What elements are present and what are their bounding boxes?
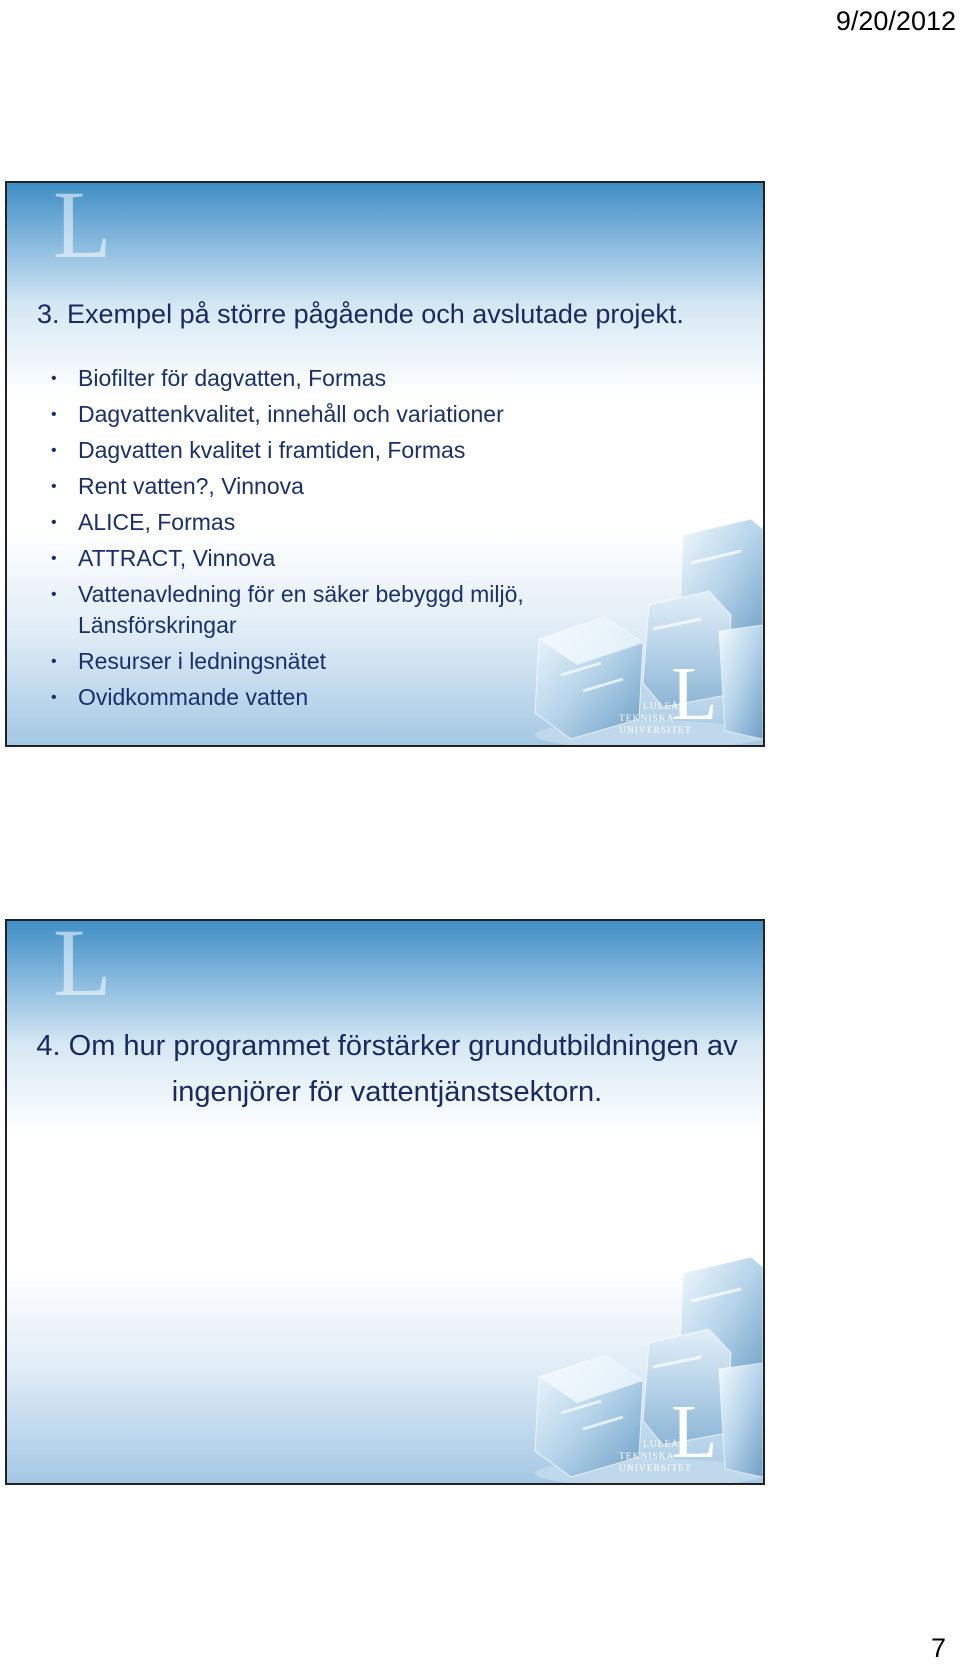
watermark-l-icon <box>49 181 159 269</box>
list-item: • Rent vatten?, Vinnova <box>47 471 607 502</box>
page-number: 7 <box>930 1633 946 1663</box>
svg-text:UNIVERSITET: UNIVERSITET <box>619 726 692 736</box>
svg-text:L: L <box>671 1391 718 1474</box>
list-item: • Ovidkommande vatten <box>47 682 607 713</box>
bullet-icon: • <box>51 514 57 531</box>
svg-text:UNIVERSITET: UNIVERSITET <box>619 1464 692 1474</box>
list-item: • ATTRACT, Vinnova <box>47 543 607 574</box>
bullet-icon: • <box>51 653 57 670</box>
svg-text:L: L <box>671 653 718 736</box>
bullet-icon: • <box>51 550 57 567</box>
svg-text:L: L <box>53 179 112 269</box>
watermark-l-icon <box>49 919 159 1007</box>
bullet-icon: • <box>51 478 57 495</box>
slide-projects <box>5 181 765 747</box>
slide-title <box>21 1023 753 1115</box>
slide-title-line-1: 4. Om hur programmet förstärker grundutbildningen av <box>36 1030 738 1062</box>
svg-text:L: L <box>53 917 112 1007</box>
project-list <box>47 363 607 718</box>
ltu-logo-icon <box>617 1391 735 1475</box>
list-item: • Resurser i ledningsnätet <box>47 646 607 677</box>
slide-education <box>5 919 765 1485</box>
bullet-icon: • <box>51 442 57 459</box>
bullet-icon: • <box>51 406 57 423</box>
bullet-icon: • <box>51 586 57 603</box>
svg-text:TEKNISKA: TEKNISKA <box>619 714 675 724</box>
list-item: • Dagvattenkvalitet, innehåll och variationer <box>47 399 607 430</box>
svg-text:TEKNISKA: TEKNISKA <box>619 1452 675 1462</box>
list-item: • Dagvatten kvalitet i framtiden, Formas <box>47 435 607 466</box>
slide-title: 3. Exempel på större pågående och avslutade projekt. <box>37 299 684 329</box>
svg-text:LULEÅ: LULEÅ <box>643 702 680 712</box>
svg-text:LULEÅ: LULEÅ <box>643 1440 680 1450</box>
bullet-icon: • <box>51 689 57 706</box>
ltu-logo-icon <box>617 653 735 737</box>
page-date: 9/20/2012 <box>835 6 956 36</box>
bullet-icon: • <box>51 370 57 387</box>
list-item: • Vattenavledning för en säker bebyggd miljö, Länsförskringar <box>51 581 524 638</box>
list-item: • ALICE, Formas <box>47 507 607 538</box>
slide-title-line-2: ingenjörer för vattentjänstsektorn. <box>171 1076 603 1108</box>
list-item: • Biofilter för dagvatten, Formas <box>47 363 607 394</box>
